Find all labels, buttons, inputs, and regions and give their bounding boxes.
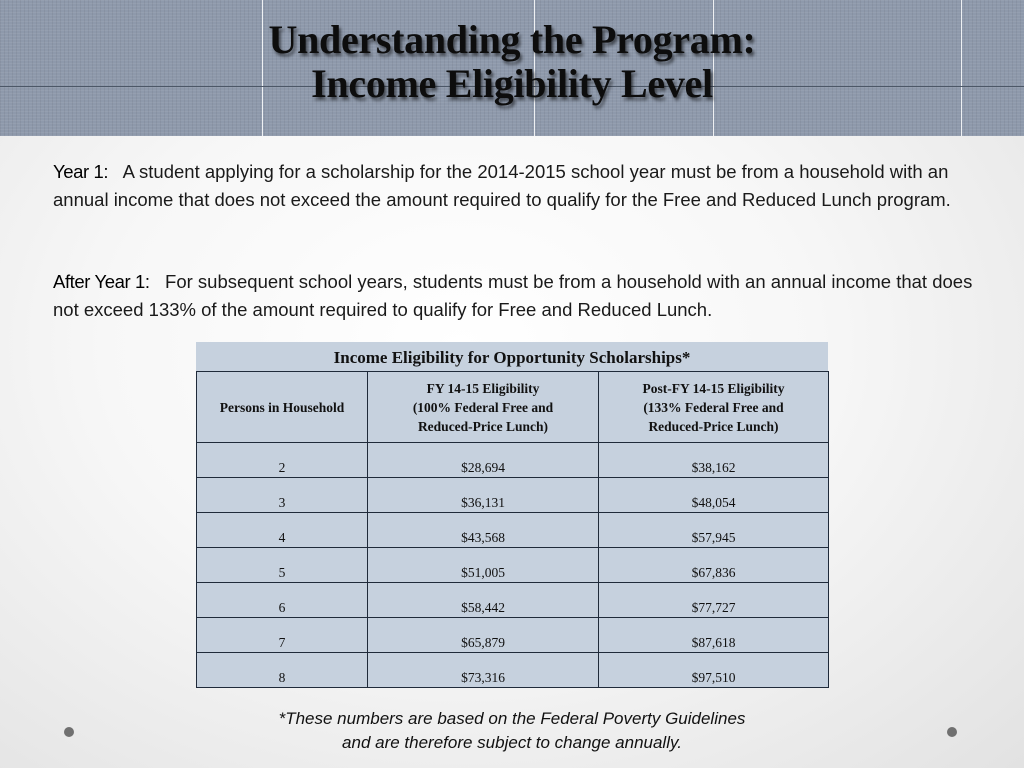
cell-fy1415: $58,442 [368,583,599,618]
table-caption: Income Eligibility for Opportunity Scholarships* [333,348,691,367]
header-line: (100% Federal Free and [412,399,554,415]
column-header-fy1415 [368,372,599,443]
table-row [197,548,829,583]
header-line: (133% Federal Free and [643,399,784,415]
footnote-line-2: and are therefore subject to change annually. [342,733,682,752]
column-header-post-fy1415 [599,372,829,443]
header-line: Post-FY 14-15 Eligibility [642,380,785,396]
paragraph-year-1 [53,158,973,214]
table-row [197,443,829,478]
cell-fy1415: $43,568 [368,513,599,548]
cell-fy1415: $36,131 [368,478,599,513]
cell-persons: 8 [197,653,368,688]
cell-persons: 4 [197,513,368,548]
cell-persons: 3 [197,478,368,513]
column-header-persons [197,372,368,443]
paragraph-text: A student applying for a scholarship for the 2014-2015 school year must be from a household with an annual income that does not exceed the amount required to qualify for the Free and Reduced Lunch program. [53,161,951,210]
paragraph-label: After Year 1: [53,271,150,292]
footnote [0,707,1024,755]
paragraph-text: For subsequent school years, students must be from a household with an annual income that does not exceed 133% of the amount required to qualify for Free and Reduced Lunch. [53,271,973,320]
footnote-line-1: *These numbers are based on the Federal Poverty Guidelines [278,709,746,728]
cell-post-fy1415: $38,162 [599,443,829,478]
table-row [197,583,829,618]
paragraph-label: Year 1: [53,161,109,182]
table-row [197,513,829,548]
slide-title [0,18,1024,106]
header-line: FY 14-15 Eligibility [426,380,540,396]
cell-fy1415: $73,316 [368,653,599,688]
table-row [197,653,829,688]
cell-post-fy1415: $97,510 [599,653,829,688]
eligibility-table [196,342,828,688]
cell-persons: 5 [197,548,368,583]
cell-persons: 7 [197,618,368,653]
cell-post-fy1415: $57,945 [599,513,829,548]
header-line: Reduced-Price Lunch) [648,418,779,434]
cell-post-fy1415: $48,054 [599,478,829,513]
cell-post-fy1415: $67,836 [599,548,829,583]
table-header-row [197,372,829,443]
bullet-dot-icon [64,727,74,737]
bullet-dot-icon [947,727,957,737]
cell-persons: 6 [197,583,368,618]
cell-fy1415: $28,694 [368,443,599,478]
cell-post-fy1415: $77,727 [599,583,829,618]
header-line: Reduced-Price Lunch) [417,418,549,434]
cell-fy1415: $51,005 [368,548,599,583]
table-row [197,618,829,653]
title-banner [0,0,1024,136]
title-line-2: Income Eligibility Level [311,61,713,106]
cell-persons: 2 [197,443,368,478]
paragraph-after-year-1 [53,268,973,324]
table-row [197,478,829,513]
cell-fy1415: $65,879 [368,618,599,653]
cell-post-fy1415: $87,618 [599,618,829,653]
header-line: Persons in Household [219,399,345,415]
title-line-1: Understanding the Program: [268,17,756,62]
eligibility-grid [196,371,829,688]
